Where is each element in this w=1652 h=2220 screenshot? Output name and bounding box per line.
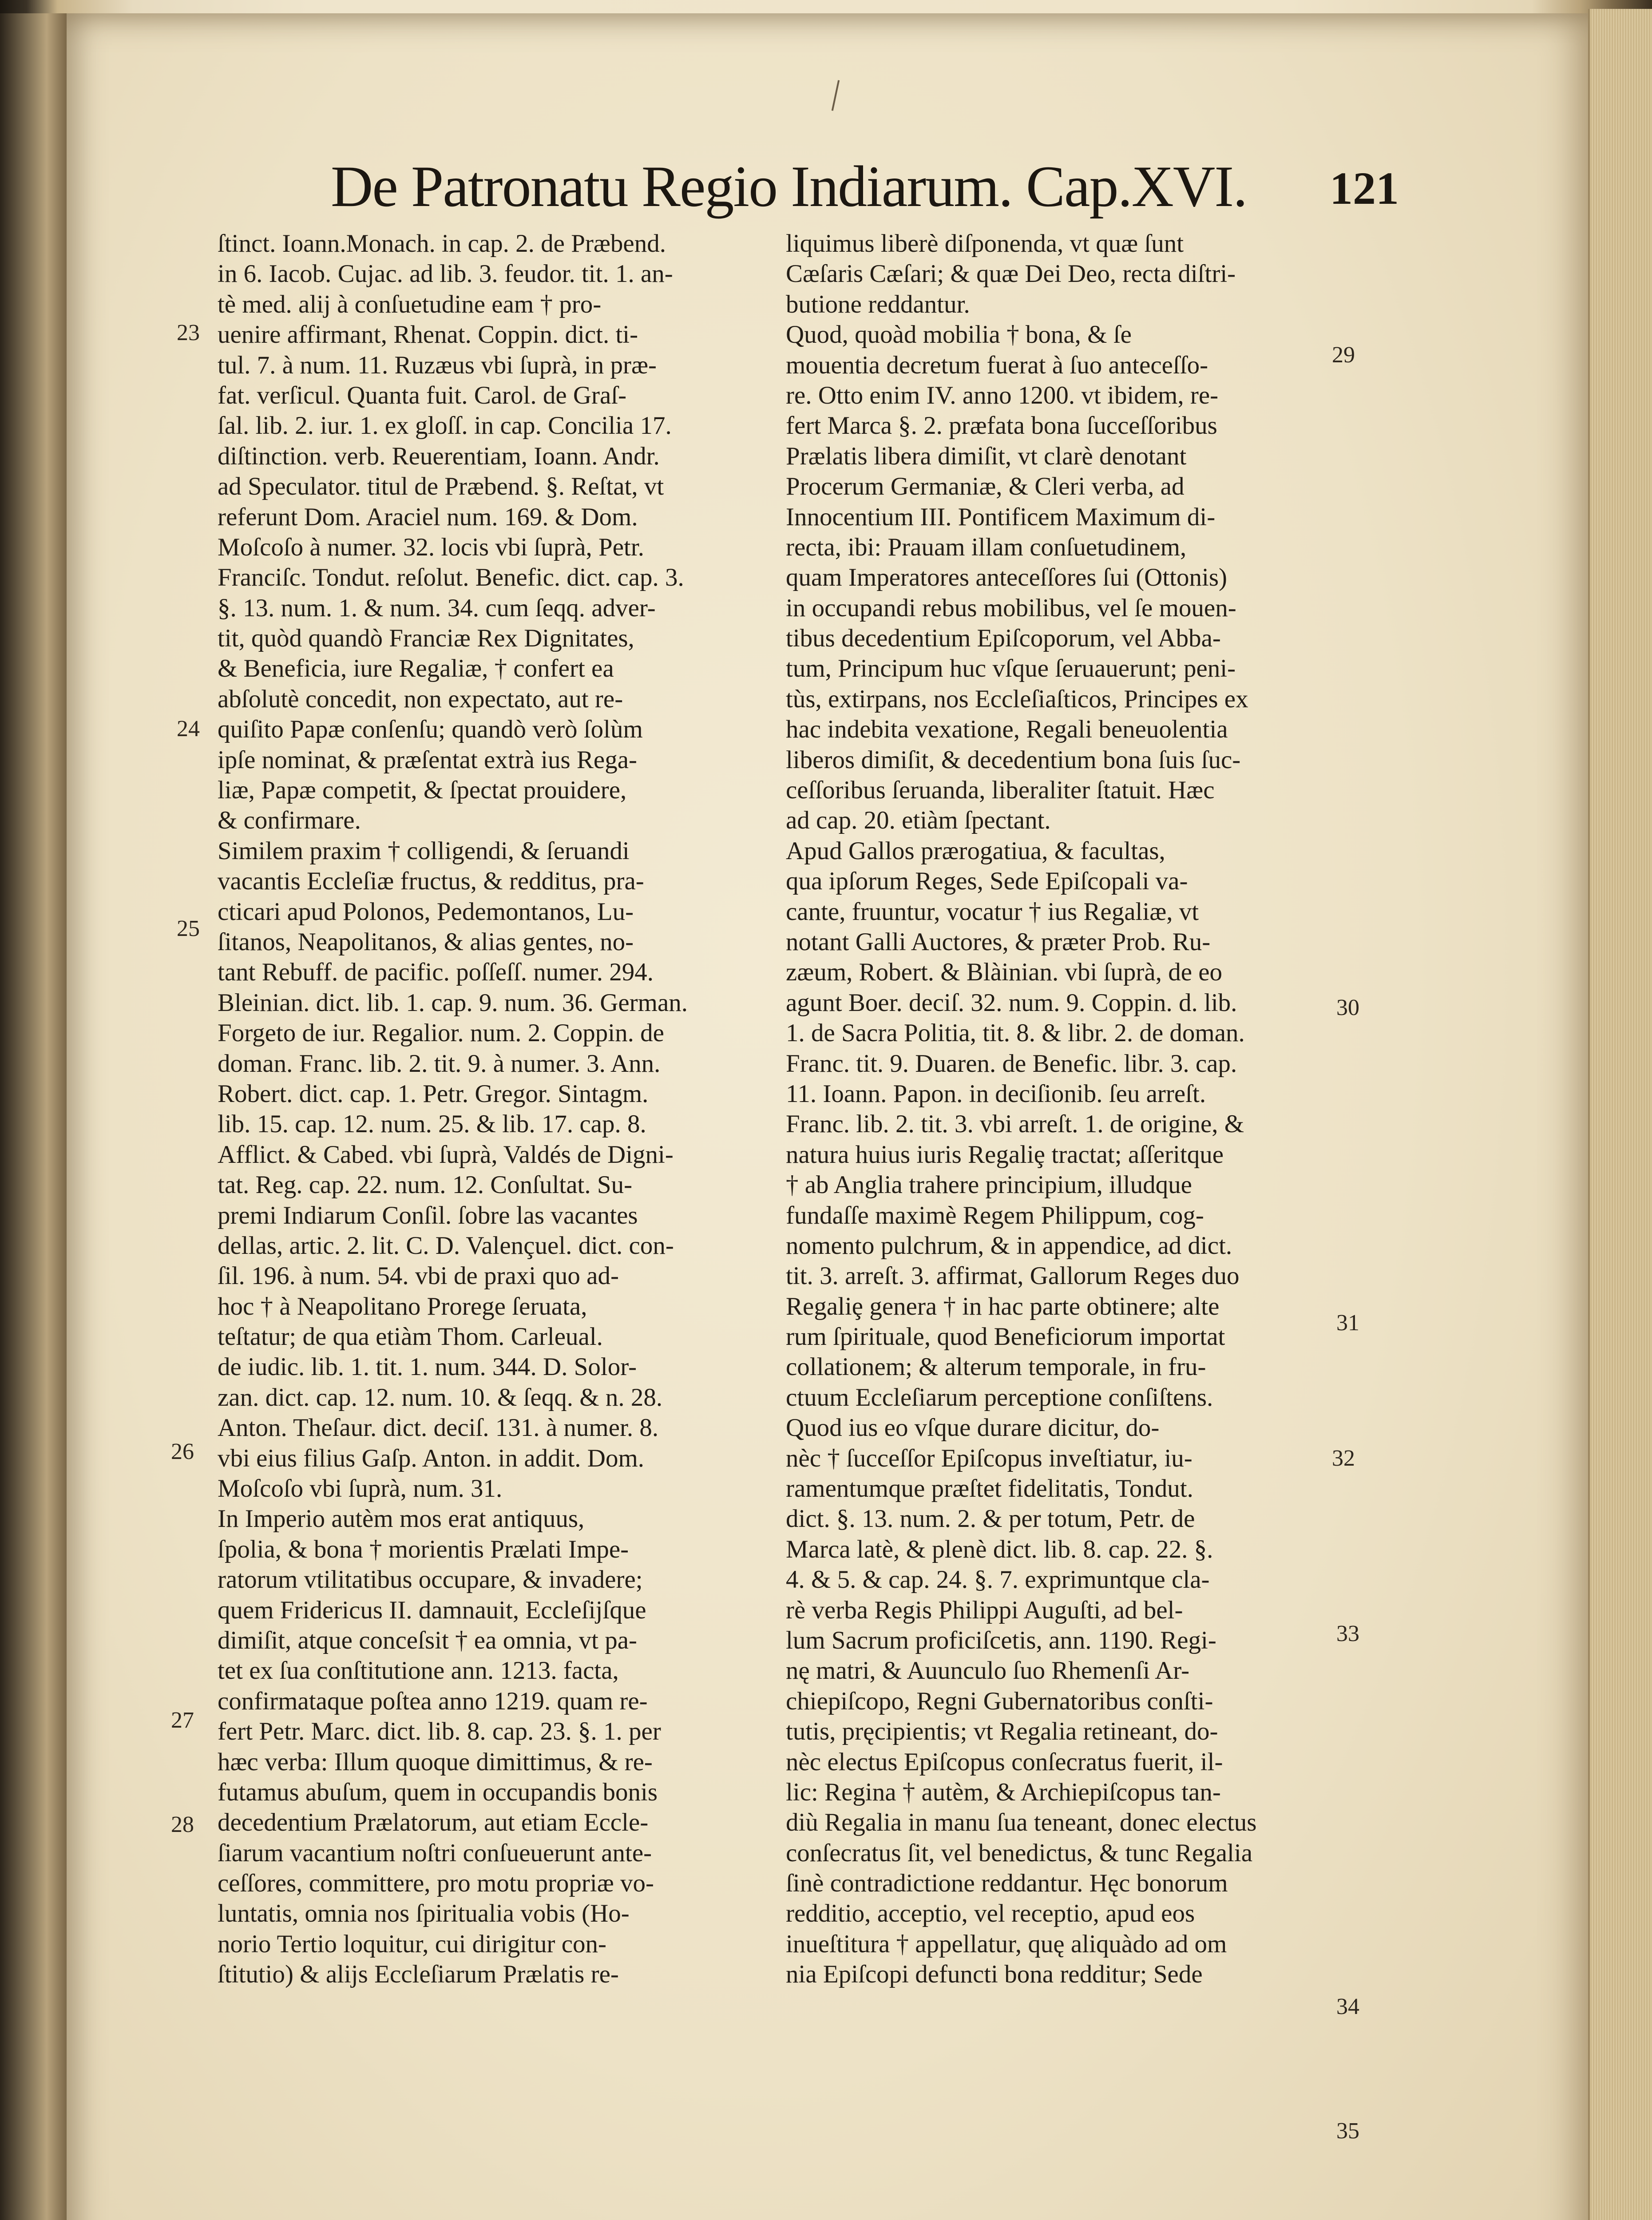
text-line: ſil. 196. à num. 54. vbi de praxi quo ad- bbox=[218, 1262, 619, 1290]
text-line: ctuum Eccleſiarum perceptione conſiſtens. bbox=[786, 1383, 1213, 1411]
text-line: ſtinct. Ioann.Monach. in cap. 2. de Præbend. bbox=[218, 230, 666, 258]
text-line: vbi eius filius Gaſp. Anton. in addit. Dom. bbox=[218, 1444, 645, 1472]
margin-number: 33 bbox=[1336, 1621, 1359, 1646]
right-text-column bbox=[786, 229, 1323, 1990]
text-line: recta, ibi: Prauam illam conſuetudinem, bbox=[786, 533, 1187, 561]
margin-number: 31 bbox=[1336, 1310, 1359, 1336]
text-line: tum, Principum huc vſque ſeruauerunt; peni- bbox=[786, 654, 1236, 683]
text-line: referunt Dom. Araciel num. 169. & Dom. bbox=[218, 503, 638, 531]
text-line: cticari apud Polonos, Pedemontanos, Lu- bbox=[218, 897, 634, 926]
text-line: Cæſaris Cæſari; & quæ Dei Deo, recta diſtri- bbox=[786, 260, 1236, 288]
margin-number: 32 bbox=[1332, 1446, 1355, 1471]
text-line: redditio, acceptio, vel receptio, apud eos bbox=[786, 1899, 1195, 1928]
text-line: Moſcoſo à numer. 32. locis vbi ſuprà, Petr. bbox=[218, 533, 644, 561]
text-line: collationem; & alterum temporale, in fru- bbox=[786, 1353, 1206, 1381]
text-line: hoc † à Neapolitano Prorege ſeruata, bbox=[218, 1292, 587, 1320]
text-line: tit, quòd quandò Franciæ Rex Dignitates, bbox=[218, 624, 634, 653]
text-line: tit. 3. arreſt. 3. affirmat, Gallorum Reges duo bbox=[786, 1262, 1240, 1290]
text-line: de iudic. lib. 1. tit. 1. num. 344. D. Solor- bbox=[218, 1353, 637, 1381]
margin-number: 27 bbox=[171, 1708, 194, 1733]
text-line: confirmataque poſtea anno 1219. quam re- bbox=[218, 1687, 648, 1715]
text-line: fert Marca §. 2. præfata bona ſucceſſoribus bbox=[786, 412, 1217, 440]
text-line: tè med. alij à conſuetudine eam † pro- bbox=[218, 290, 602, 318]
text-line: decedentium Prælatorum, aut etiam Eccle- bbox=[218, 1808, 649, 1837]
text-line: ratorum vtilitatibus occupare, & invadere; bbox=[218, 1566, 643, 1594]
text-line: nia Epiſcopi defuncti bona redditur; Sede bbox=[786, 1960, 1203, 1989]
page-number: 121 bbox=[1330, 163, 1399, 214]
text-line: conſecratus ſit, vel benedictus, & tunc Regalia bbox=[786, 1839, 1252, 1867]
margin-number: 28 bbox=[171, 1812, 194, 1837]
text-line: ſpolia, & bona † morientis Prælati Impe- bbox=[218, 1535, 629, 1563]
text-line: mouentia decretum fuerat à ſuo anteceſſo- bbox=[786, 351, 1208, 379]
text-line: abſolutè concedit, non expectato, aut re- bbox=[218, 685, 623, 713]
text-line: Similem praxim † colligendi, & ſeruandi bbox=[218, 836, 630, 865]
text-line: 4. & 5. & cap. 24. §. 7. exprimuntque cla- bbox=[786, 1566, 1210, 1594]
margin-number: 34 bbox=[1336, 1994, 1359, 2019]
text-line: ſitanos, Neapolitanos, & alias gentes, no- bbox=[218, 928, 634, 956]
text-line: hac indebita vexatione, Regali beneuolentia bbox=[786, 715, 1228, 744]
text-line: uenire affirmant, Rhenat. Coppin. dict. ti- bbox=[218, 321, 638, 349]
text-line: natura huius iuris Regaliȩ tractat; aſſeritque bbox=[786, 1140, 1224, 1169]
text-line: dict. §. 13. num. 2. & per totum, Petr. de bbox=[786, 1505, 1195, 1533]
text-line: inueſtitura † appellatur, quę aliquàdo ad om bbox=[786, 1930, 1227, 1958]
page-block-edge bbox=[1588, 9, 1652, 2220]
text-line: tùs, extirpans, nos Eccleſiaſticos, Principes ex bbox=[786, 685, 1248, 713]
text-line: futamus abuſum, quem in occupandis bonis bbox=[218, 1778, 658, 1806]
text-line: luntatis, omnia nos ſpiritualia vobis (Ho- bbox=[218, 1899, 630, 1928]
text-line: in occupandi rebus mobilibus, vel ſe mouen- bbox=[786, 594, 1236, 622]
text-line: ad cap. 20. etiàm ſpectant. bbox=[786, 806, 1051, 835]
text-line: liberos dimiſit, & decedentium bona ſuis ſuc- bbox=[786, 745, 1241, 774]
text-line: Robert. dict. cap. 1. Petr. Gregor. Sintagm. bbox=[218, 1079, 649, 1108]
text-line: nomento pulchrum, & in appendice, ad dict. bbox=[786, 1231, 1232, 1260]
text-line: fert Petr. Marc. dict. lib. 8. cap. 23. §. 1. per bbox=[218, 1717, 661, 1746]
text-line: ſtitutio) & alijs Eccleſiarum Prælatis re- bbox=[218, 1960, 619, 1989]
text-line: tutis, pręcipientis; vt Regalia retineant, do- bbox=[786, 1717, 1218, 1746]
text-line: tat. Reg. cap. 22. num. 12. Conſultat. Su- bbox=[218, 1171, 633, 1199]
text-line: Franciſc. Tondut. reſolut. Benefic. dict. cap. 3. bbox=[218, 563, 684, 592]
text-line: zæum, Robert. & Blàinian. vbi ſuprà, de eo bbox=[786, 958, 1223, 987]
text-line: qua ipſorum Reges, Sede Epiſcopali va- bbox=[786, 867, 1188, 896]
text-line: Prælatis libera dimiſit, vt clarè denotant bbox=[786, 442, 1187, 470]
text-line: ceſſoribus ſeruanda, liberaliter ſtatuit. Hæc bbox=[786, 776, 1215, 805]
margin-number: 35 bbox=[1336, 2118, 1359, 2144]
text-line: ipſe nominat, & præſentat extrà ius Rega- bbox=[218, 745, 638, 774]
text-line: diù Regalia in manu ſua teneant, donec electus bbox=[786, 1808, 1257, 1837]
text-line: lib. 15. cap. 12. num. 25. & lib. 17. cap. 8. bbox=[218, 1110, 646, 1138]
text-line: tul. 7. à num. 11. Ruzæus vbi ſuprà, in præ- bbox=[218, 351, 657, 379]
text-line: fundaſſe maximè Regem Philippum, cog- bbox=[786, 1201, 1204, 1229]
text-line: Procerum Germaniæ, & Cleri verba, ad bbox=[786, 472, 1185, 501]
text-line: Afflict. & Cabed. vbi ſuprà, Valdés de Digni- bbox=[218, 1140, 673, 1169]
text-line: Franc. lib. 2. tit. 3. vbi arreſt. 1. de origine, & bbox=[786, 1110, 1244, 1138]
text-line: & confirmare. bbox=[218, 806, 361, 835]
text-line: ad Speculator. titul de Præbend. §. Reſtat, vt bbox=[218, 472, 664, 501]
text-line: nę matri, & Auunculo ſuo Rhemenſi Ar- bbox=[786, 1657, 1190, 1685]
text-line: teſtatur; de qua etiàm Thom. Carleual. bbox=[218, 1323, 603, 1351]
text-line: & Beneficia, iure Regaliæ, † confert ea bbox=[218, 654, 614, 683]
text-line: ramentumque præſtet fidelitatis, Tondut. bbox=[786, 1475, 1193, 1503]
text-line: dellas, artic. 2. lit. C. D. Valençuel. dict. con- bbox=[218, 1231, 674, 1260]
text-line: quam Imperatores anteceſſores ſui (Ottonis) bbox=[786, 563, 1227, 592]
text-line: re. Otto enim IV. anno 1200. vt ibidem, re- bbox=[786, 381, 1219, 409]
text-line: tibus decedentium Epiſcoporum, vel Abba- bbox=[786, 624, 1221, 653]
text-line: rum ſpirituale, quod Beneficiorum importat bbox=[786, 1323, 1225, 1351]
text-line: In Imperio autèm mos erat antiquus, bbox=[218, 1505, 585, 1533]
text-line: quiſito Papæ conſenſu; quandò verò ſolùm bbox=[218, 715, 643, 744]
text-line: Moſcoſo vbi ſuprà, num. 31. bbox=[218, 1475, 503, 1503]
text-line: premi Indiarum Conſil. ſobre las vacantes bbox=[218, 1201, 638, 1229]
text-line: Innocentium III. Pontificem Maximum di- bbox=[786, 503, 1216, 531]
text-line: notant Galli Auctores, & præter Prob. Ru- bbox=[786, 928, 1211, 956]
text-line: Forgeto de iur. Regalior. num. 2. Coppin. de bbox=[218, 1019, 664, 1047]
text-line: fat. verſicul. Quanta fuit. Carol. de Graſ- bbox=[218, 381, 627, 409]
text-line: Quod, quoàd mobilia † bona, & ſe bbox=[786, 321, 1132, 349]
text-line: Franc. tit. 9. Duaren. de Benefic. libr. 3. cap. bbox=[786, 1049, 1237, 1078]
text-line: diſtinction. verb. Reuerentiam, Ioann. Andr. bbox=[218, 442, 660, 470]
text-line: nèc electus Epiſcopus conſecratus fuerit, il- bbox=[786, 1748, 1223, 1776]
text-line: norio Tertio loquitur, cui dirigitur con- bbox=[218, 1930, 607, 1958]
text-line: liæ, Papæ competit, & ſpectat prouidere, bbox=[218, 776, 627, 805]
text-line: tet ex ſua conſtitutione ann. 1213. facta, bbox=[218, 1657, 619, 1685]
text-line: agunt Boer. deciſ. 32. num. 9. Coppin. d. lib. bbox=[786, 988, 1237, 1017]
text-line: Quod ius eo vſque durare dicitur, do- bbox=[786, 1414, 1160, 1442]
text-line: 11. Ioann. Papon. in deciſionib. ſeu arreſt. bbox=[786, 1079, 1206, 1108]
text-line: nèc † ſucceſſor Epiſcopus inveſtiatur, iu- bbox=[786, 1444, 1192, 1472]
text-line: lum Sacrum proficiſcetis, ann. 1190. Regi- bbox=[786, 1626, 1216, 1654]
text-line: dimiſit, atque conceſsit † ea omnia, vt pa- bbox=[218, 1626, 637, 1654]
text-line: rè verba Regis Philippi Auguſti, ad bel- bbox=[786, 1596, 1183, 1624]
text-line: ſal. lib. 2. iur. 1. ex gloſſ. in cap. Concilia 17. bbox=[218, 412, 672, 440]
text-line: liquimus liberè diſponenda, vt quæ ſunt bbox=[786, 230, 1184, 258]
text-line: vacantis Eccleſiæ fructus, & redditus, pra- bbox=[218, 867, 644, 896]
margin-number: 23 bbox=[177, 320, 200, 345]
text-line: 1. de Sacra Politia, tit. 8. & libr. 2. de doman. bbox=[786, 1019, 1245, 1047]
text-line: ſinè contradictione reddantur. Hęc bonorum bbox=[786, 1869, 1228, 1898]
text-line: zan. dict. cap. 12. num. 10. & ſeqq. & n. 28. bbox=[218, 1383, 663, 1411]
running-head-title: De Patronatu Regio Indiarum. Cap.XVI. bbox=[331, 154, 1247, 219]
margin-number: 30 bbox=[1336, 995, 1359, 1020]
margin-number: 26 bbox=[171, 1439, 194, 1464]
margin-number: 29 bbox=[1332, 342, 1355, 368]
margin-number: 25 bbox=[177, 916, 200, 941]
text-line: † ab Anglia trahere principium, illudque bbox=[786, 1171, 1192, 1199]
text-line: quem Fridericus II. damnauit, Eccleſijſque bbox=[218, 1596, 646, 1624]
text-line: lic: Regina † autèm, & Archiepiſcopus tan- bbox=[786, 1778, 1221, 1806]
text-line: Apud Gallos prærogatiua, & facultas, bbox=[786, 836, 1165, 865]
text-line: hæc verba: Illum quoque dimittimus, & re- bbox=[218, 1748, 653, 1776]
margin-number: 24 bbox=[177, 716, 200, 741]
text-line: Anton. Theſaur. dict. deciſ. 131. à numer. 8. bbox=[218, 1414, 659, 1442]
text-line: doman. Franc. lib. 2. tit. 9. à numer. 3. Ann. bbox=[218, 1049, 661, 1078]
text-line: Regaliȩ genera † in hac parte obtinere; alte bbox=[786, 1292, 1220, 1320]
text-line: ceſſores, committere, pro motu propriæ vo- bbox=[218, 1869, 654, 1898]
text-line: tant Rebuff. de pacific. poſſeſſ. numer. 294. bbox=[218, 958, 654, 987]
text-line: cante, fruuntur, vocatur † ius Regaliæ, vt bbox=[786, 897, 1199, 926]
text-line: butione reddantur. bbox=[786, 290, 970, 318]
text-line: chiepiſcopo, Regni Gubernatoribus conſti- bbox=[786, 1687, 1213, 1715]
facing-page-edge bbox=[0, 13, 69, 2220]
text-line: ſiarum vacantium noſtri conſueuerunt ante- bbox=[218, 1839, 652, 1867]
text-line: in 6. Iacob. Cujac. ad lib. 3. feudor. tit. 1. an- bbox=[218, 260, 673, 288]
text-line: Bleinian. dict. lib. 1. cap. 9. num. 36. German. bbox=[218, 988, 688, 1017]
text-line: §. 13. num. 1. & num. 34. cum ſeqq. adver- bbox=[218, 594, 656, 622]
text-line: Marca latè, & plenè dict. lib. 8. cap. 22. §. bbox=[786, 1535, 1213, 1563]
left-text-column bbox=[218, 229, 755, 1990]
